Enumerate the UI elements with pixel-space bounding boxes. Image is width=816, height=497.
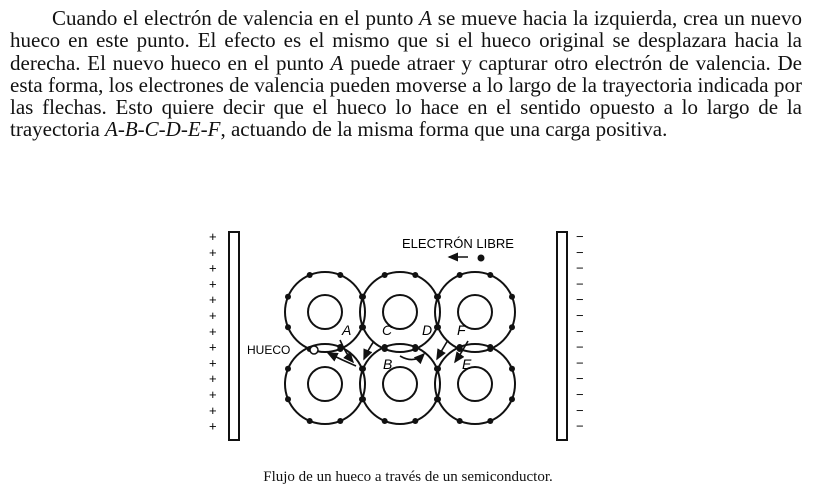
- atom-outer-orbit: [435, 344, 515, 424]
- valence-electron: [509, 396, 515, 402]
- minus-sign: −: [576, 355, 584, 371]
- plus-sign: +: [209, 355, 217, 371]
- plus-sign: +: [209, 371, 217, 387]
- valence-electron: [487, 272, 493, 278]
- point-label-b: B: [383, 356, 393, 372]
- valence-electron: [412, 418, 418, 424]
- valence-electron: [509, 294, 515, 300]
- valence-electron: [307, 418, 313, 424]
- point-label-f: F: [457, 322, 466, 338]
- valence-electron: [435, 396, 441, 402]
- minus-sign: −: [576, 292, 584, 308]
- plus-sign: +: [209, 308, 217, 323]
- valence-electron: [457, 418, 463, 424]
- point-label-e: E: [462, 356, 472, 372]
- valence-electron: [435, 324, 441, 330]
- point-label: A: [330, 50, 344, 75]
- valence-electron: [307, 272, 313, 278]
- atom-outer-orbit: [435, 272, 515, 352]
- valence-electron: [487, 344, 493, 350]
- hole-marker: [310, 346, 318, 354]
- text-segment: se mueve hacia la izquierda, crea un nuevo hueco en este punto. El efecto es el mismo que si el hueco original se desplazara hacia la derecha. El nuevo hueco en el punto: [10, 6, 802, 75]
- valence-electron: [457, 344, 463, 350]
- minus-sign: −: [576, 371, 584, 387]
- atom-core: [383, 367, 417, 401]
- plus-sign: +: [209, 276, 217, 292]
- plus-sign: +: [209, 387, 217, 402]
- figure-caption: Flujo de un hueco a través de un semiconductor.: [263, 469, 553, 485]
- minus-sign: −: [576, 402, 584, 418]
- semiconductor-figure: [200, 226, 600, 448]
- valence-electron: [360, 294, 366, 300]
- atom-core: [308, 367, 342, 401]
- minus-sign: −: [576, 323, 584, 339]
- atom-outer-orbit: [360, 272, 440, 352]
- valence-electron: [337, 418, 343, 424]
- free-electron-dot: [478, 255, 485, 262]
- valence-electron: [457, 272, 463, 278]
- minus-sign: −: [576, 244, 584, 260]
- point-label-d: D: [422, 322, 433, 338]
- valence-electron: [435, 366, 441, 372]
- atom-core: [458, 367, 492, 401]
- valence-electron: [382, 418, 388, 424]
- point-label-a: A: [342, 322, 352, 338]
- path-arrow-d: [400, 354, 424, 360]
- atom-outer-orbit: [285, 272, 365, 352]
- valence-electron: [337, 272, 343, 278]
- negative-charges: [576, 229, 584, 434]
- path-label: A-B-C-D-E-F: [105, 117, 221, 142]
- valence-electron: [285, 366, 291, 372]
- valence-electron: [509, 324, 515, 330]
- atom-lattice: [285, 272, 515, 424]
- plus-sign: +: [209, 323, 217, 339]
- valence-electron: [382, 344, 388, 350]
- minus-sign: −: [576, 276, 584, 292]
- point-label: A: [419, 6, 432, 30]
- negative-plate: [557, 232, 567, 440]
- hole-label: HUECO: [247, 343, 291, 357]
- minus-sign: −: [576, 308, 584, 323]
- text-segment: puede atraer y capturar otro electrón de valencia. De esta forma, los electrones de valencia pueden moverse a lo largo de la trayectoria indicada por las flechas. Esto quiere decir que el hueco lo hace en el sentido opuesto a lo largo de la trayectoria: [10, 50, 802, 142]
- free-electron-label: ELECTRÓN LIBRE: [402, 236, 514, 251]
- plus-sign: +: [209, 402, 217, 418]
- minus-sign: −: [576, 339, 584, 355]
- hole-flow-diagram: [200, 226, 600, 448]
- atom-outer-orbit: [285, 344, 365, 424]
- plus-sign: +: [209, 418, 217, 434]
- valence-electron: [285, 324, 291, 330]
- plus-sign: +: [209, 229, 217, 244]
- body-paragraph: [10, 7, 802, 141]
- valence-electron: [509, 366, 515, 372]
- text-segment: Cuando el electrón de valencia en el punto: [52, 6, 420, 30]
- positive-plate: [229, 232, 239, 440]
- valence-electron: [412, 344, 418, 350]
- text-segment: , actuando de la misma forma que una carga positiva.: [220, 117, 668, 142]
- valence-electron: [360, 366, 366, 372]
- minus-sign: −: [576, 418, 584, 434]
- atom-core: [308, 295, 342, 329]
- valence-electron: [487, 418, 493, 424]
- minus-sign: −: [576, 387, 584, 402]
- plus-sign: +: [209, 244, 217, 260]
- valence-electron: [360, 324, 366, 330]
- plus-sign: +: [209, 339, 217, 355]
- positive-charges: [209, 229, 217, 434]
- plus-sign: +: [209, 292, 217, 308]
- valence-electron: [435, 294, 441, 300]
- point-label-c: C: [382, 322, 393, 338]
- valence-electron: [285, 294, 291, 300]
- valence-electron: [412, 272, 418, 278]
- valence-electron: [360, 396, 366, 402]
- valence-electron: [285, 396, 291, 402]
- minus-sign: −: [576, 229, 584, 244]
- valence-electron: [382, 272, 388, 278]
- plus-sign: +: [209, 260, 217, 276]
- minus-sign: −: [576, 260, 584, 276]
